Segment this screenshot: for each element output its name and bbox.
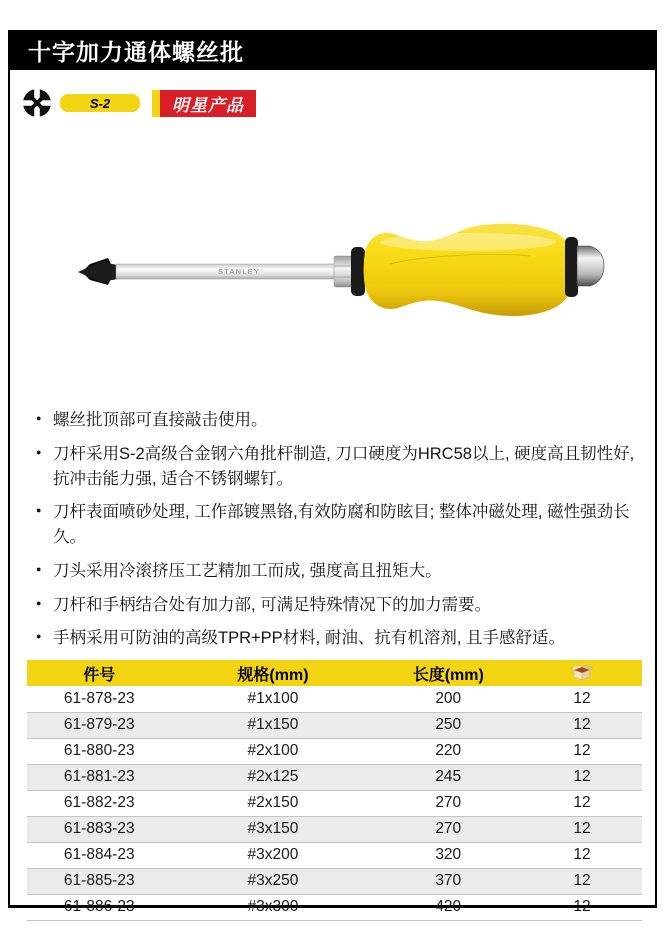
end-ring xyxy=(565,237,578,297)
length-cell: 245 xyxy=(374,764,522,790)
star-product-badge xyxy=(152,90,256,117)
length-cell: 320 xyxy=(374,842,522,868)
part-number-cell: 61-883-23 xyxy=(27,816,172,842)
table-row xyxy=(27,894,642,920)
handle-highlight xyxy=(380,233,556,251)
table-row xyxy=(27,842,642,868)
qty-cell: 12 xyxy=(522,842,642,868)
hex-bolster xyxy=(334,256,353,287)
part-number-cell: 61-885-23 xyxy=(27,868,172,894)
shaft-brand-text: STANLEY xyxy=(218,267,261,276)
qty-cell: 12 xyxy=(522,894,642,920)
qty-cell: 12 xyxy=(522,738,642,764)
spec-cell: #2x100 xyxy=(172,738,375,764)
feature-item: ● 刀杆采用S-2高级合金钢六角批杆制造, 刀口硬度为HRC58以上, 硬度高且韧性好, 抗冲击能力强, 适合不锈钢螺钉。 xyxy=(36,442,637,492)
feature-item: ● 刀杆和手柄结合处有加力部, 可满足特殊情况下的加力需要。 xyxy=(36,593,637,618)
content-box xyxy=(8,30,657,915)
qty-cell: 12 xyxy=(522,686,642,712)
table-row xyxy=(27,764,642,790)
phillips-tip xyxy=(78,262,118,282)
table-row xyxy=(27,712,642,738)
part-number-cell: 61-884-23 xyxy=(27,842,172,868)
length-cell: 420 xyxy=(374,894,522,920)
spec-table xyxy=(27,660,642,921)
part-number-cell: 61-878-23 xyxy=(27,686,172,712)
table-header-row xyxy=(27,660,642,686)
feature-item: ● 手柄采用可防油的高级TPR+PP材料, 耐油、抗有机溶剂, 且手感舒适。 xyxy=(36,626,637,651)
striking-cap xyxy=(577,246,604,286)
qty-cell: 12 xyxy=(522,712,642,738)
feature-item: ● 螺丝批顶部可直接敲击使用。 xyxy=(36,408,637,433)
qty-cell: 12 xyxy=(522,790,642,816)
length-cell: 200 xyxy=(374,686,522,712)
spec-cell: #3x250 xyxy=(172,868,375,894)
length-cell: 250 xyxy=(374,712,522,738)
length-header: 长度(mm) xyxy=(374,660,522,686)
box-icon xyxy=(570,664,594,682)
spec-cell: #2x150 xyxy=(172,790,375,816)
length-cell: 270 xyxy=(374,816,522,842)
badge-row xyxy=(22,87,655,119)
part-number-cell: 61-881-23 xyxy=(27,764,172,790)
length-cell: 270 xyxy=(374,790,522,816)
spec-cell: #3x200 xyxy=(172,842,375,868)
table-row xyxy=(27,816,642,842)
table-row xyxy=(27,738,642,764)
part-number-cell: 61-886-23 xyxy=(27,894,172,920)
feature-item: ● 刀头采用冷滚挤压工艺精加工而成, 强度高且扭矩大。 xyxy=(36,559,637,584)
part-number-cell: 61-880-23 xyxy=(27,738,172,764)
phillips-head-icon xyxy=(22,88,52,118)
table-row xyxy=(27,686,642,712)
spec-cell: #1x150 xyxy=(172,712,375,738)
spec-header: 规格(mm) xyxy=(172,660,375,686)
page-title-bar xyxy=(10,30,655,70)
table-row xyxy=(27,868,642,894)
spec-cell: #2x125 xyxy=(172,764,375,790)
table-row xyxy=(27,790,642,816)
part-number-header: 件号 xyxy=(27,660,172,686)
qty-cell: 12 xyxy=(522,816,642,842)
part-number-cell: 61-879-23 xyxy=(27,712,172,738)
feature-list xyxy=(36,408,637,651)
tip-material-badge: S-2 xyxy=(60,94,140,112)
packaging-qty-header xyxy=(522,660,642,686)
spec-cell: #3x150 xyxy=(172,816,375,842)
star-product-label: 明星产品 xyxy=(160,90,256,117)
qty-cell: 12 xyxy=(522,868,642,894)
page-title: 十字加力通体螺丝批 xyxy=(28,38,244,65)
length-cell: 220 xyxy=(374,738,522,764)
badge-yellow-strip xyxy=(152,90,160,117)
feature-item: ● 刀杆表面喷砂处理, 工作部镀黑铬,有效防腐和防眩目; 整体冲磁处理, 磁性强劲长久。 xyxy=(36,500,637,550)
collar-ring xyxy=(351,247,365,296)
spec-cell: #1x100 xyxy=(172,686,375,712)
spec-cell: #3x300 xyxy=(172,894,375,920)
screwdriver-image xyxy=(60,204,620,344)
product-figure xyxy=(10,204,655,344)
qty-cell: 12 xyxy=(522,764,642,790)
length-cell: 370 xyxy=(374,868,522,894)
part-number-cell: 61-882-23 xyxy=(27,790,172,816)
